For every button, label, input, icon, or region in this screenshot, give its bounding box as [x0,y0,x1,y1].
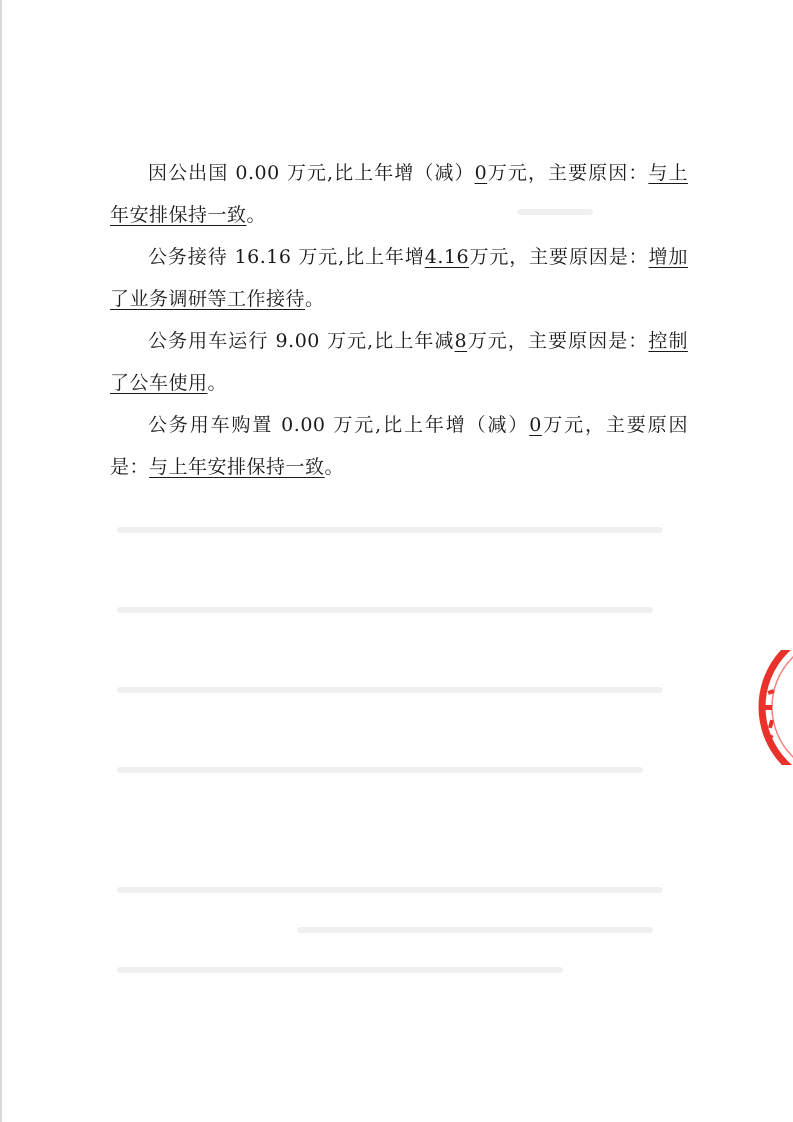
page-edge [0,0,2,1122]
text-segment: 万元，主要原因： [487,162,649,184]
paragraph-vehicle-purchase [110,404,688,488]
text-segment: 万元，主要原因是： [467,330,649,352]
text-segment: 因公出国 0.00 万元,比上年增（减） [148,162,475,184]
paragraph-official-reception [110,236,688,320]
official-seal [752,650,793,765]
underlined-value: 4.16 [424,246,470,268]
document-body [110,152,688,488]
underlined-reason: 与上年安排保持一致 [149,456,325,478]
underlined-value: 0 [529,414,542,436]
text-segment: 。 [246,204,267,226]
underlined-reason: 与上年安排保持一致 [110,162,688,226]
text-segment: 万元，主要原因是： [110,414,688,478]
underlined-reason: 增加了业务调研等工作接待 [110,246,688,310]
text-segment: 公务接待 16.16 万元,比上年增 [148,246,425,268]
underlined-reason: 控制了公车使用 [110,330,688,394]
text-segment: 。 [324,456,345,478]
text-segment: 。 [305,288,325,310]
paragraph-vehicle-operation [110,320,688,404]
text-segment: 公务用车购置 0.00 万元,比上年增（减） [148,414,530,436]
underlined-value: 0 [474,162,488,184]
seal-icon [752,650,793,765]
underlined-value: 8 [454,330,468,352]
text-segment: 。 [207,372,228,394]
text-segment: 万元，主要原因是： [469,246,649,268]
paragraph-overseas-travel [110,152,688,236]
text-segment: 公务用车运行 9.00 万元,比上年减 [148,330,455,352]
